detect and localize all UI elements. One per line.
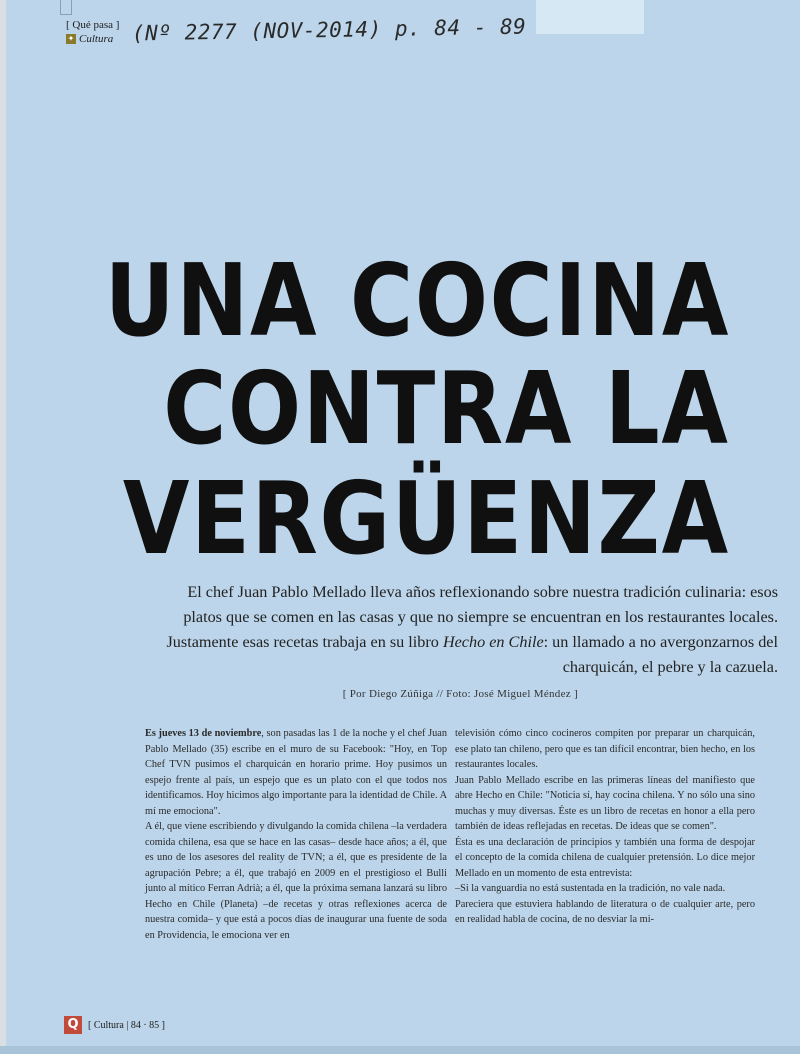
body-paragraph: Pareciera que estuviera hablando de literatura o de cualquier arte, pero en realidad habla de cocina, de no desviar la mi- (455, 898, 755, 925)
scan-edge (0, 0, 6, 1054)
footer-folio: [ Cultura | 84 · 85 ] (88, 1019, 165, 1031)
deck-book-title: Hecho en Chile (442, 633, 544, 651)
deck-text-a: El chef Juan Pablo Mellado lleva años reflexionando sobre nuestra tradición culinaria: esos platos que se comen en las casas y que no siempre se encuentran en los restaurantes locales. Justamente esas recetas trabaja en su libro (166, 583, 778, 651)
section-label: [ Qué pasa ] (66, 19, 120, 31)
body-paragraph (145, 726, 447, 819)
paragraph-text: A él, que viene escribiendo y divulgando la comida chilena –la verdadera comida chilena, esa que se hace en las casas– desde hace años; a él, que es uno de los asesores del reality de TVN; a él, que es presidente de la agrupación Pebre; a él, que trabajó en 2009 en el prestigioso el Bulli junto al mítico Ferran Adrià; a él, que la próxima semana lanzará su libro Hecho en Chile (Planeta) –de recetas y otras reflexiones acerca de nuestra comida– y que está a pocos días de inaugurar una fuente de soda en Providencia, le emociona ver en (145, 821, 447, 941)
staple-mark (60, 0, 72, 15)
deck-text-b: : un llamado a no avergonzarnos del charquicán, el pebre y la cazuela. (543, 633, 778, 676)
paper-patch (536, 0, 644, 34)
byline-credit: [ Por Diego Zúñiga // Foto: José Miguel Méndez ] (342, 688, 578, 700)
headline-line-1: UNA COCINA (104, 242, 730, 359)
scan-bottom-edge (0, 1046, 800, 1054)
lead-in: Es jueves 13 de noviembre (145, 728, 262, 739)
body-paragraph: –Si la vanguardia no está sustentada en la tradición, no vale nada. (455, 883, 726, 894)
body-column-left (145, 726, 447, 943)
section-tag (66, 18, 119, 46)
paragraph-text: , son pasadas las 1 de la noche y el chef Juan Pablo Mellado (35) escribe en el muro de su Facebook: "Hoy, en Top Chef TVN pusimos el charquicán en horario prime. Hoy pusimos un espejo frente al país, un espejo que es un plato con el que todos nos identificamos. Hoy hicimos algo importante para la identidad de Chile. A mí me emociona". (145, 728, 447, 817)
culture-icon: ✦ (67, 34, 75, 43)
headline-line-2: CONTRA LA (163, 350, 730, 467)
headline-line-3: VERGÜENZA (122, 460, 730, 577)
body-paragraph: Juan Pablo Mellado escribe en las primeras líneas del manifiesto que abre Hecho en Chile: "Noticia sí, hay cocina chilena. Y no sólo una sino muchas y muy diversas. Éste es un libro de recetas en honor a ella pero también de ideas reflejadas en recetas. De ideas que se comen". (455, 774, 755, 832)
magazine-logo: Q (64, 1016, 82, 1034)
body-paragraph: televisión cómo cinco cocineros compiten por preparar un charquicán, ese plato tan chileno, pero que es tan difícil encontrar, bien hecho, en los restaurantes locales. (455, 728, 755, 770)
body-column-right (455, 726, 755, 928)
body-paragraph: Ésta es una declaración de principios y también una forma de despojar el concepto de la comida chilena de cualquier pretensión. Lo dice mejor Mellado en un momento de esta entrevista: (455, 836, 755, 879)
subsection-row (66, 32, 119, 46)
handwritten-note: (Nº 2277 (NOV-2014) p. 84 - 89 (131, 14, 527, 46)
body-paragraph (145, 819, 447, 943)
subsection-label: Cultura (79, 33, 114, 45)
page-footer (64, 1016, 165, 1034)
deck-paragraph (148, 580, 778, 680)
